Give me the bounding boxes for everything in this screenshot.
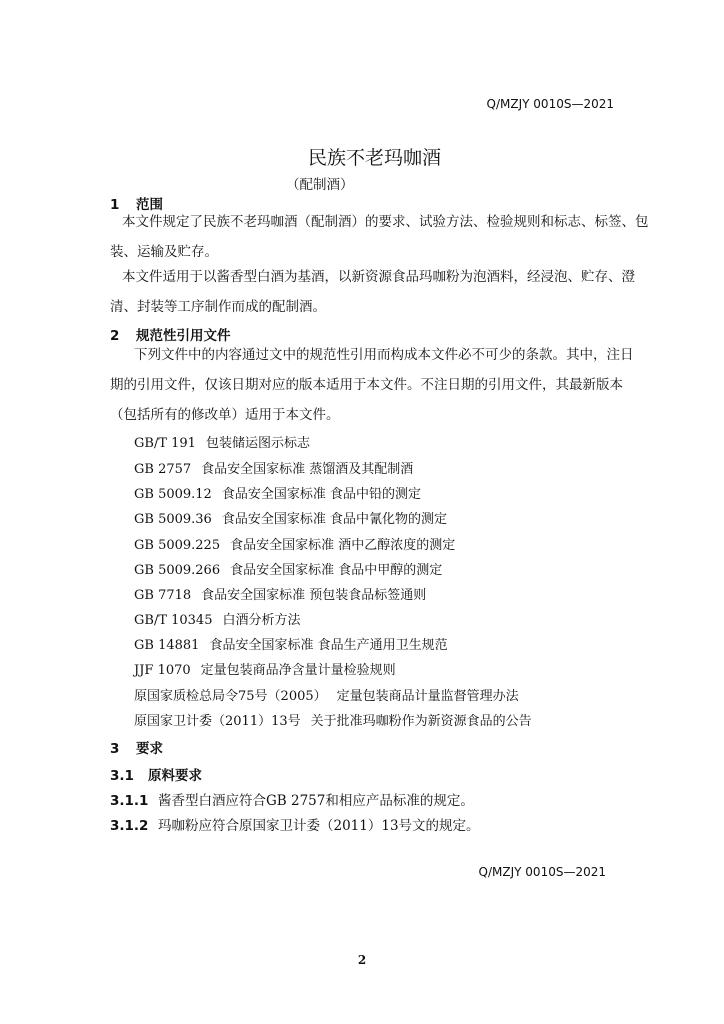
clause-number: 3.1.2: [110, 818, 149, 834]
reference-item: GB/T 10345 白酒分析方法: [134, 613, 301, 628]
reference-item: GB 14881 食品安全国家标准 食品生产通用卫生规范: [134, 638, 448, 653]
clause-text: 酱香型白酒应符合GB 2757和相应产品标准的规定。: [158, 793, 474, 809]
document-title: 民族不老玛咖酒: [307, 147, 441, 169]
reference-item: 原国家卫计委（2011）13号 关于批准玛咖粉作为新资源食品的公告: [134, 714, 532, 729]
section-3-1-heading: [110, 764, 202, 784]
reference-item: JJF 1070 定量包装商品净含量计量检验规则: [134, 663, 396, 678]
reference-item: GB/T 191 包装储运图示标志: [134, 436, 310, 451]
header-standard-code: Q/MZJY 0010S—2021: [486, 97, 614, 111]
section-1-title: 范围: [136, 197, 163, 213]
page-number: 2: [357, 953, 367, 967]
clause-3-1-1: [110, 789, 474, 809]
section-3-1-title: 原料要求: [148, 768, 202, 784]
section-2-line-1: 下列文件中的内容通过文中的规范性引用而构成本文件必不可少的条款。其中，注日: [134, 347, 634, 363]
clause-number: 3.1.1: [110, 793, 149, 809]
section-1-paragraph-2: [110, 262, 635, 322]
reference-item: 原国家质检总局令75号（2005） 定量包装商品计量监督管理办法: [134, 689, 519, 704]
reference-item: GB 2757 食品安全国家标准 蒸馏酒及其配制酒: [134, 462, 414, 477]
section-3-title: 要求: [136, 741, 163, 757]
section-1-p2-line-2: 清、封装等工序制作而成的配制酒。: [110, 299, 326, 315]
section-2-number: 2: [110, 328, 120, 344]
clause-text: 玛咖粉应符合原国家卫计委（2011）13号文的规定。: [158, 818, 480, 834]
section-3-1-number: 3.1: [110, 768, 134, 784]
section-1-number: 1: [110, 197, 120, 213]
reference-item: GB 5009.12 食品安全国家标准 食品中铅的测定: [134, 487, 421, 502]
section-2-line-2: 期的引用文件，仅该日期对应的版本适用于本文件。不注日期的引用文件，其最新版本: [110, 377, 623, 393]
reference-item: GB 5009.36 食品安全国家标准 食品中氰化物的测定: [134, 512, 447, 527]
document-subtitle: （配制酒）: [286, 177, 354, 193]
reference-item: GB 7718 食品安全国家标准 预包装食品标签通则: [134, 588, 427, 603]
section-1-paragraph-1: [110, 207, 649, 267]
section-2-line-3: （包括所有的修改单）适用于本文件。: [110, 407, 340, 423]
section-1-p1-line-2: 装、运输及贮存。: [110, 244, 218, 260]
reference-item: GB 5009.225 食品安全国家标准 酒中乙醇浓度的测定: [134, 538, 456, 553]
footer-standard-code: Q/MZJY 0010S—2021: [478, 865, 606, 879]
reference-item: GB 5009.266 食品安全国家标准 食品中甲醇的测定: [134, 563, 443, 578]
section-2-title: 规范性引用文件: [136, 328, 231, 344]
section-1-p1-line-1: 本文件规定了民族不老玛咖酒（配制酒）的要求、试验方法、检验规则和标志、标签、包: [122, 214, 649, 230]
section-3-heading: [110, 737, 163, 757]
clause-3-1-2: [110, 814, 480, 834]
section-2-paragraph: [110, 340, 634, 430]
section-3-number: 3: [110, 741, 120, 757]
section-1-p2-line-1: 本文件适用于以酱香型白酒为基酒，以新资源食品玛咖粉为泡酒料，经浸泡、贮存、澄: [122, 269, 635, 285]
